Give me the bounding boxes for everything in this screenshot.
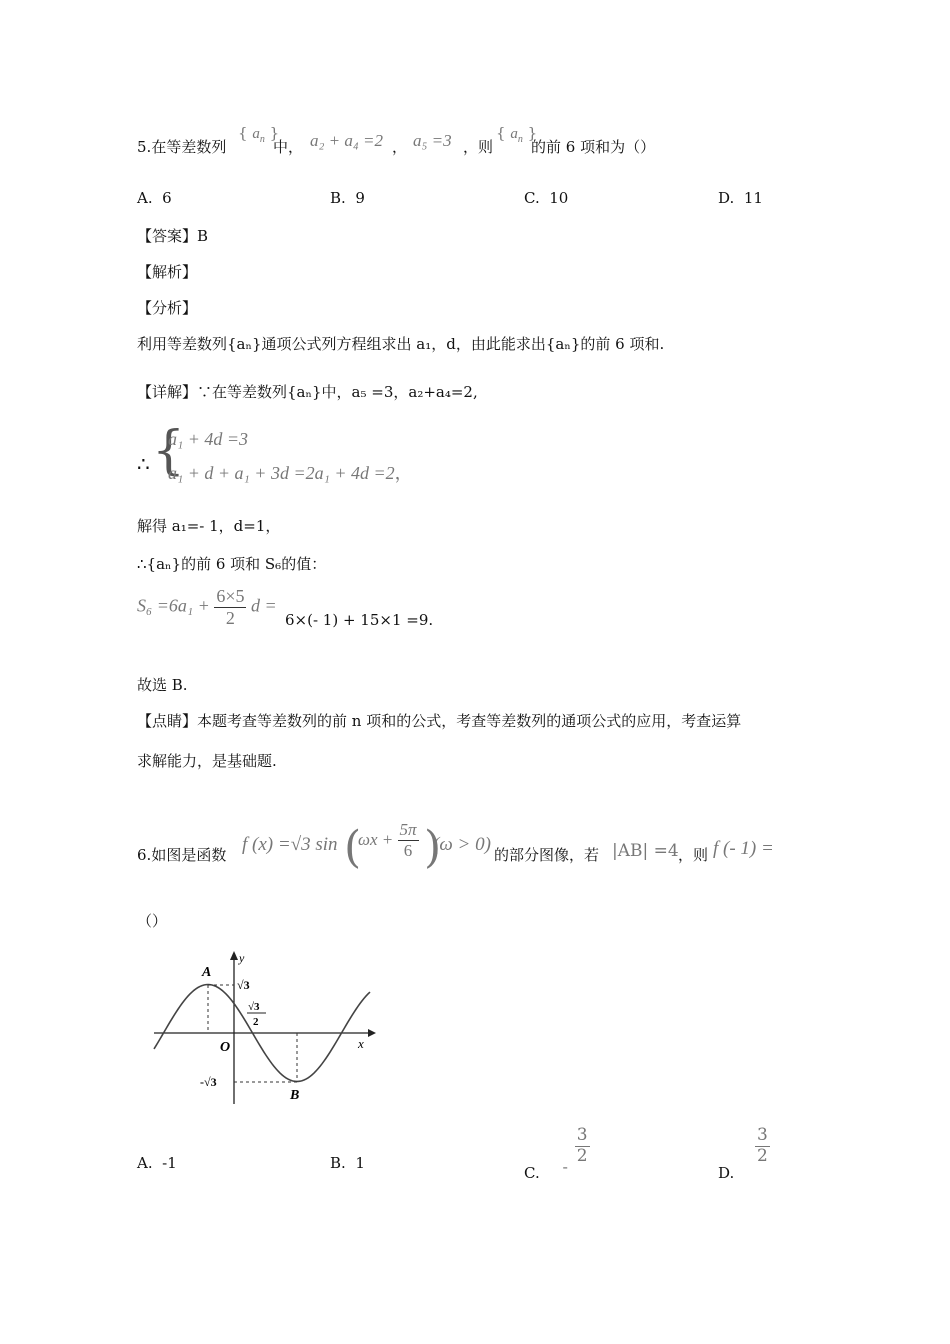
q5-option-a[interactable]: A. 6 — [137, 189, 172, 207]
q5-system-line-1: a₁ + 4d =3 — [168, 429, 249, 449]
q5-sum-rhs: 6×(- 1) + 15×1 =9. — [285, 611, 434, 629]
y-axis-arrow — [230, 951, 238, 960]
q5-seq-an-2: { $a_n$ } — [496, 124, 538, 145]
q5-option-d[interactable]: D. 11 — [718, 189, 763, 207]
q5-detail: 【详解】∵在等差数列{aₙ}中，a₅ =3，a₂+a₄=2, — [137, 383, 478, 401]
label-x: x — [358, 1036, 364, 1051]
q5-fenxi-label: 【分析】 — [137, 299, 198, 317]
q5-stem: 5.在等差数列 — [137, 138, 227, 156]
q6-stem: 6.如图是函数 — [137, 846, 227, 864]
q6-option-d[interactable]: D. $\frac{3}{2}$ — [718, 1125, 768, 1183]
q6-stem-2: 的部分图像，若 — [494, 846, 600, 864]
q5-stem-3: ， — [392, 138, 408, 156]
q5-stem-2: 中， — [273, 138, 304, 156]
q5-sum-formula: S₆ =6a₁ + $\frac{6\times 5}{2}$ d = — [137, 586, 277, 628]
q5-fenxi-text: 利用等差数列{aₙ}通项公式列方程组求出 a₁，d，由此能求出{aₙ}的前 6 项和. — [137, 335, 665, 353]
label-o: O — [220, 1040, 231, 1055]
q5-cond-2: a₅ =3 — [413, 131, 452, 150]
q5-conclusion: 故选 B. — [137, 676, 188, 694]
label-a: A — [202, 965, 212, 980]
tick-half-den: 2 — [253, 1016, 259, 1028]
q5-cond-1: a₂ + a₄ =2 — [310, 131, 384, 150]
q5-therefore: ∴ — [137, 452, 150, 476]
x-axis-arrow — [368, 1029, 376, 1037]
q6-stem-3: ，则 — [678, 846, 709, 864]
tick-half-num: √3 — [248, 1001, 260, 1013]
q5-stem-5: 的前 6 项和为（） — [531, 138, 656, 156]
q5-stem-4: ，则 — [463, 138, 494, 156]
q6-ask: f (- 1) = — [713, 838, 774, 859]
q6-option-a[interactable]: A. -1 — [137, 1154, 177, 1172]
q6-paren-open: ( — [344, 822, 362, 873]
tick-sqrt3: √3 — [237, 978, 250, 992]
q6-paren: （） — [137, 912, 168, 930]
q5-number: 5. — [137, 138, 152, 156]
q5-seq-an: { $a_n$ } — [238, 124, 280, 145]
q5-option-c[interactable]: C. 10 — [524, 189, 569, 207]
q6-ab: |AB| =4 — [612, 841, 679, 861]
q5-solve: 解得 a₁=- 1，d=1， — [137, 517, 281, 535]
q5-comment-line-2: 求解能力，是基础题. — [137, 752, 277, 770]
q5-comment-line-1: 【点睛】本题考查等差数列的前 n 项和的公式，考查等差数列的通项公式的应用，考查运算 — [137, 712, 742, 730]
tick-neg-sqrt3: -√3 — [200, 1075, 217, 1089]
q6-paren-close: ) — [424, 822, 442, 873]
label-b: B — [290, 1088, 300, 1103]
q5-sum-intro: ∴{aₙ}的前 6 项和 S₆的值： — [137, 555, 327, 573]
q6-option-c[interactable]: C. - $\frac{3}{2}$ — [524, 1125, 588, 1183]
q6-function: f (x) =√3 sin — [242, 834, 338, 855]
q6-option-b[interactable]: B. 1 — [330, 1154, 365, 1172]
label-y: y — [239, 951, 245, 965]
q6-inner: ωx + $\frac{5\pi}{6}$ — [358, 820, 417, 860]
q6-graph — [150, 948, 380, 1108]
q5-system-brace: { — [152, 421, 186, 481]
q6-condition: (ω > 0) — [433, 834, 491, 855]
q5-system-line-2: a₁ + d + a₁ + 3d =2a₁ + 4d =2， — [168, 463, 413, 483]
q5-option-b[interactable]: B. 9 — [330, 189, 365, 207]
q5-answer: 【答案】B — [137, 227, 209, 245]
q5-analysis-label: 【解析】 — [137, 263, 198, 281]
